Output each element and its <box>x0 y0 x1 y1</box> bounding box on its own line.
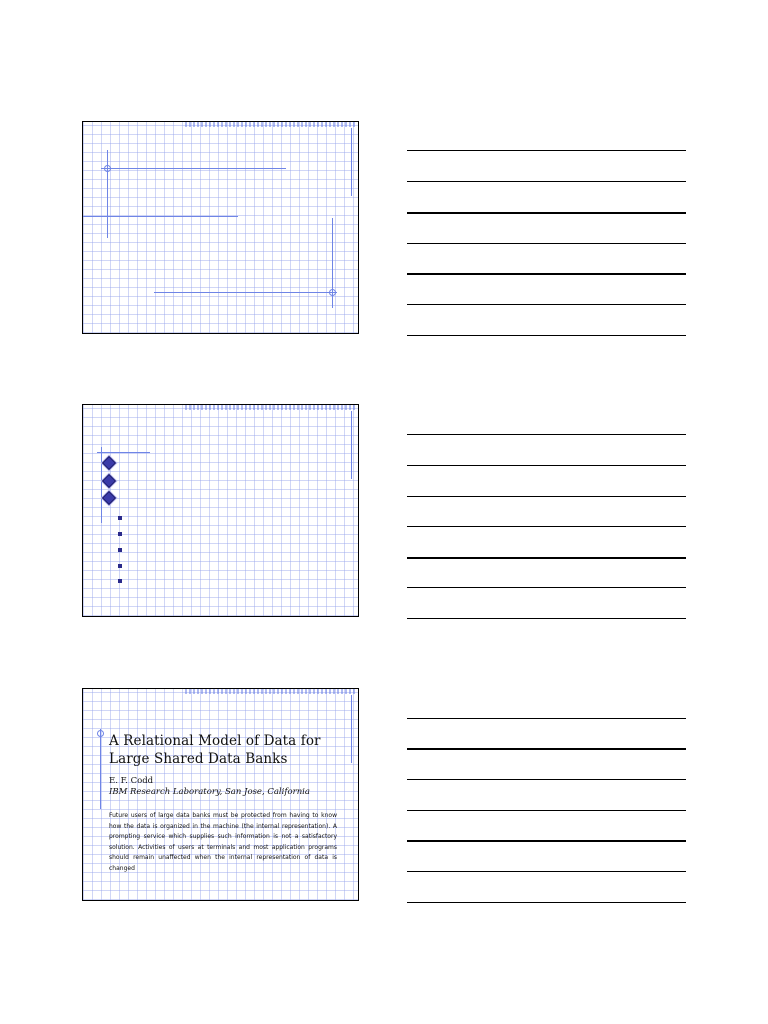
crosshair-icon <box>329 289 336 296</box>
paper-title-line-2: Large Shared Data Banks <box>109 751 288 767</box>
bottom-horizontal-rule <box>154 292 337 293</box>
title-vertical-rule <box>107 150 108 238</box>
slide-header-pattern <box>185 689 356 694</box>
note-line <box>407 902 686 903</box>
diamond-bullet-icon <box>102 456 116 470</box>
paper-excerpt <box>109 732 337 874</box>
note-line <box>407 526 686 527</box>
note-line <box>407 150 686 151</box>
title-vertical-rule <box>100 729 101 809</box>
note-line <box>407 871 686 872</box>
slide-vertical-rule <box>351 128 352 196</box>
note-line <box>407 434 686 435</box>
title-vertical-rule <box>101 447 102 523</box>
note-line <box>407 779 686 780</box>
slide-thumbnail-1 <box>82 121 359 334</box>
note-line <box>407 335 686 336</box>
title-horizontal-rule <box>97 452 150 453</box>
note-line <box>407 496 686 497</box>
square-bullet-icon <box>118 579 122 583</box>
square-bullet-icon <box>118 532 122 536</box>
note-line <box>407 587 686 588</box>
note-line <box>407 557 686 559</box>
note-line <box>407 618 686 619</box>
note-line <box>407 273 686 275</box>
note-line <box>407 304 686 305</box>
paper-title <box>109 732 337 768</box>
title-horizontal-rule <box>101 168 286 169</box>
note-line <box>407 212 686 214</box>
slide-vertical-rule <box>351 411 352 479</box>
slide-vertical-rule <box>351 695 352 763</box>
paper-abstract: Future users of large data banks must be protected from having to know how the data is organized in the machine (the internal representation). A prompting service which supplies such information is not a satisfactory solution. Activities of users at terminals and most application programs should remain unaffected when the internal representation of data is changed <box>109 812 337 872</box>
diamond-bullet-icon <box>102 491 116 505</box>
note-line <box>407 465 686 466</box>
square-bullet-icon <box>118 548 122 552</box>
paper-author: E. F. Codd <box>109 776 154 786</box>
note-line <box>407 840 686 842</box>
diamond-bullet-icon <box>102 474 116 488</box>
crosshair-icon <box>104 165 111 172</box>
crosshair-icon <box>97 730 104 737</box>
square-bullet-icon <box>118 516 122 520</box>
subtitle-horizontal-rule <box>83 216 238 217</box>
square-bullet-icon <box>118 564 122 568</box>
paper-affiliation: IBM Research Laboratory, San Jose, California <box>109 787 310 797</box>
slide-thumbnail-3 <box>82 688 359 901</box>
note-line <box>407 810 686 811</box>
slide-thumbnail-2 <box>82 404 359 617</box>
note-line <box>407 748 686 750</box>
note-line <box>407 718 686 719</box>
note-line <box>407 181 686 182</box>
slide-header-pattern <box>185 122 356 127</box>
note-line <box>407 243 686 244</box>
slide-header-pattern <box>185 405 356 410</box>
paper-title-line-1: A Relational Model of Data for <box>109 733 321 749</box>
